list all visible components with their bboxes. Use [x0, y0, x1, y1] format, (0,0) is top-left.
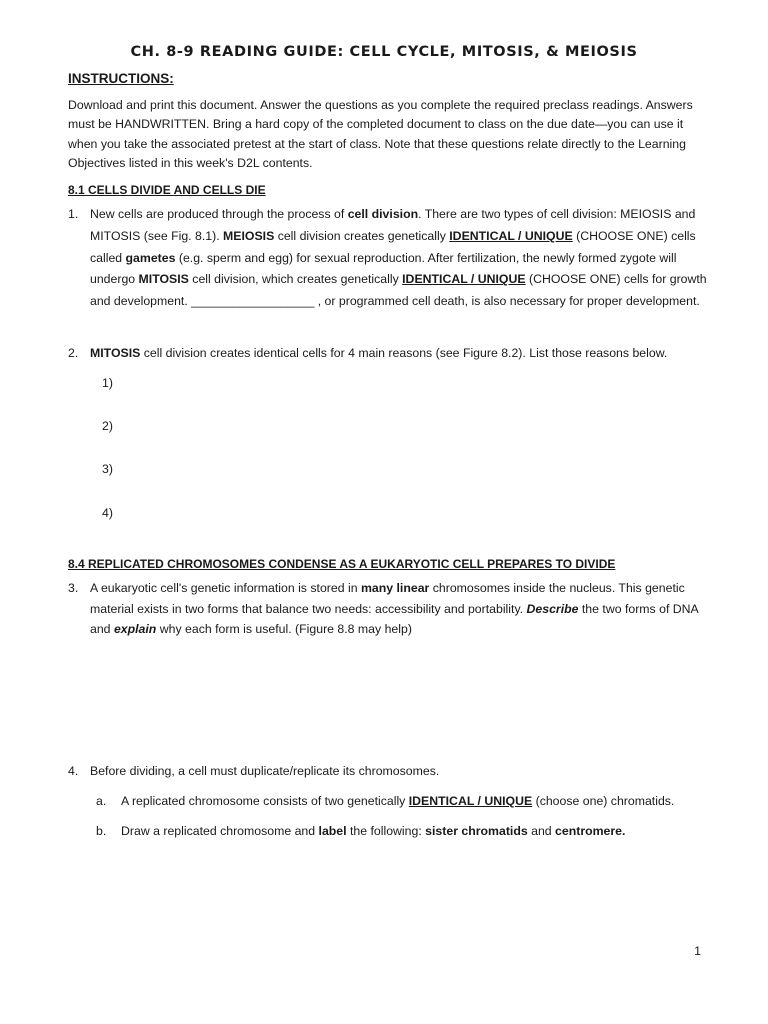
question-2-text: MITOSIS cell division creates identical cells for 4 main reasons (see Figure 8.2). List those reasons below.: [90, 346, 668, 360]
subquestion-letter-a: a.: [96, 794, 107, 808]
question-number-4: 4.: [68, 764, 79, 778]
page-title: CH. 8-9 READING GUIDE: CELL CYCLE, MITOSIS, & MEIOSIS: [130, 44, 638, 60]
instructions-text: Download and print this document. Answer the questions as you complete the required preclass readings. Answers must be HANDWRITTEN. Bring a hard copy of the completed document to class on the due date—you can use it when you take the associated pretest at the start of class. Note that these questions relate directly to the Learning Objectives listed in this week's D2L contents.: [68, 98, 693, 170]
subquestion-a-text: A replicated chromosome consists of two genetically IDENTICAL / UNIQUE (choose one) chromatids.: [121, 794, 675, 808]
subquestion-b-text: Draw a replicated chromosome and label the following: sister chromatids and centromere.: [121, 824, 626, 838]
question-1-text: New cells are produced through the process of cell division. There are two types of cell division: MEIOSIS and MITOSIS (see Fig. 8.1). MEIOSIS cell division creates genetically IDENTICAL / UNIQUE (CHOOSE ONE) cells called gametes (e.g. sperm and egg) for sexual reproduction. After fertilization, the newly formed zygote will undergo MITOSIS cell division, which creates genetically IDENTICAL / UNIQUE (CHOOSE ONE) cells for growth and development. __________________ , or programmed cell death, is also necessary for proper development.: [90, 207, 707, 309]
answer-item-1: 1): [102, 376, 113, 390]
section-heading-8-1: 8.1 CELLS DIVIDE AND CELLS DIE: [68, 183, 266, 197]
question-4-text: Before dividing, a cell must duplicate/replicate its chromosomes.: [90, 764, 440, 778]
page-number: 1: [694, 944, 701, 958]
answer-item-3: 3): [102, 462, 113, 476]
section-heading-8-4: 8.4 REPLICATED CHROMOSOMES CONDENSE AS A EUKARYOTIC CELL PREPARES TO DIVIDE: [68, 557, 616, 571]
question-number-2: 2.: [68, 346, 79, 360]
question-number-1: 1.: [68, 207, 79, 221]
answer-item-2: 2): [102, 419, 113, 433]
question-number-3: 3.: [68, 581, 79, 595]
instructions-heading: INSTRUCTIONS:: [68, 71, 174, 86]
question-3-text: A eukaryotic cell's genetic information is stored in many linear chromosomes inside the nucleus. This genetic material exists in two forms that balance two needs: accessibility and portability. Describe the two forms of DNA and explain why each form is useful. (Figure 8.8 may help): [90, 581, 699, 636]
answer-item-4: 4): [102, 506, 113, 520]
subquestion-letter-b: b.: [96, 824, 107, 838]
